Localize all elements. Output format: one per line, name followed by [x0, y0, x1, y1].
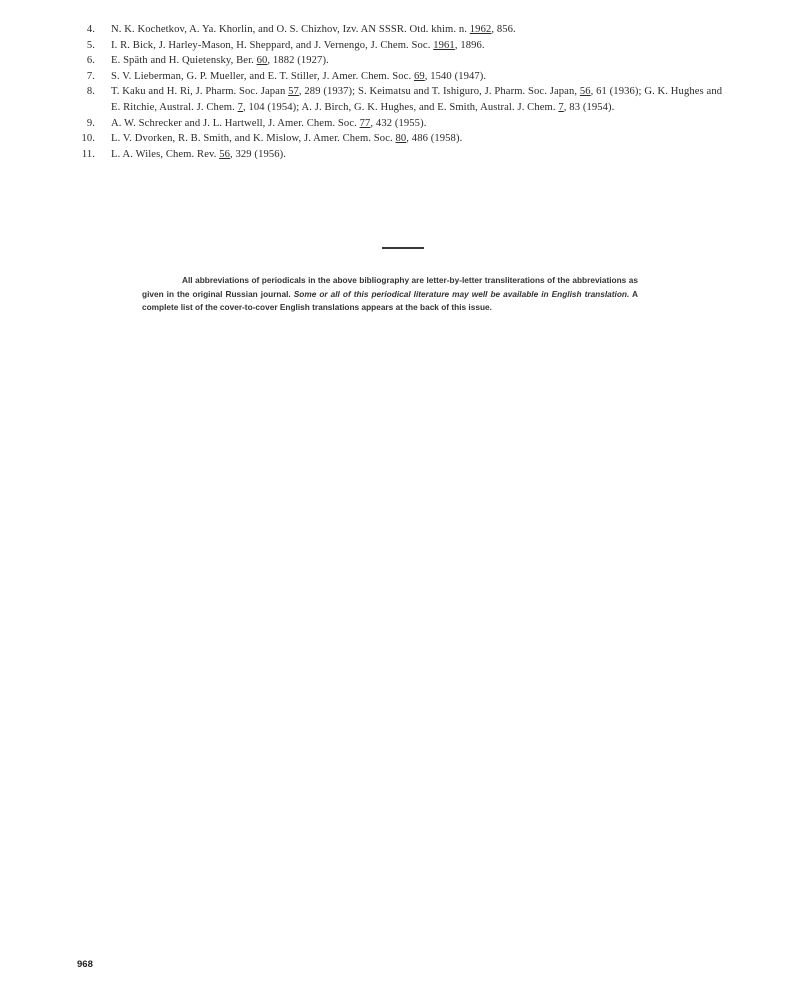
translation-note: [142, 274, 638, 314]
reference-number: 9.: [86, 117, 95, 129]
reference-volume: 77: [359, 117, 371, 129]
reference-item: [70, 131, 730, 147]
reference-text: [111, 84, 730, 115]
note-text-end: A complete list of the cover-to-cover English translations appears at the back of this issue.: [142, 288, 638, 312]
reference-segment: A. W. Schrecker and J. L. Hartwell, J. Amer. Chem. Soc.: [111, 117, 360, 129]
reference-number: 5.: [86, 39, 95, 51]
page-number: 968: [77, 959, 93, 970]
reference-item: [70, 69, 730, 85]
reference-list: [70, 22, 730, 162]
reference-item: [70, 84, 730, 115]
reference-segment: , 61 (1936); G. K. Hughes and E. Ritchie, Austral. J. Chem.: [111, 86, 723, 113]
reference-number: 4.: [86, 24, 95, 35]
reference-segment: L. A. Wiles, Chem. Rev.: [111, 148, 220, 160]
reference-number: 8.: [86, 86, 95, 98]
reference-segment: T. Kaku and H. Ri, J. Pharm. Soc. Japan: [111, 86, 289, 98]
reference-segment: , 1896.: [454, 39, 485, 51]
reference-segment: , 1540 (1947).: [424, 70, 487, 82]
reference-volume: 60: [256, 55, 268, 67]
reference-number: 7.: [86, 70, 95, 82]
reference-text: [111, 22, 730, 38]
reference-volume: 57: [288, 86, 299, 98]
reference-segment: I. R. Bick, J. Harley-Mason, H. Sheppard, and J. Vernengo, J. Chem. Soc.: [111, 39, 434, 51]
note-italic-text: Some or all of this periodical literature may well be available in English translation.: [293, 288, 630, 299]
reference-volume: 7: [237, 101, 243, 113]
note-text-start: All abbreviations of periodicals in the above bibliography are letter-by-letter transliterations of the abbreviations as given in the original Russian journal.: [142, 275, 638, 299]
reference-item: [70, 147, 730, 163]
reference-segment: E. Späth and H. Quietensky, Ber.: [111, 55, 257, 67]
reference-segment: , 83 (1954).: [563, 101, 615, 113]
reference-segment: , 486 (1958).: [406, 133, 463, 145]
reference-number: 10.: [81, 133, 95, 145]
reference-segment: , 432 (1955).: [370, 117, 427, 129]
reference-number: 6.: [86, 55, 95, 67]
section-divider: [382, 247, 424, 249]
reference-text: [111, 116, 730, 132]
reference-volume: 1962: [469, 24, 492, 35]
reference-segment: , 104 (1954); A. J. Birch, G. K. Hughes, and E. Smith, Austral. J. Chem.: [243, 101, 559, 113]
reference-segment: S. V. Lieberman, G. P. Mueller, and E. T. Stiller, J. Amer. Chem. Soc.: [111, 70, 414, 82]
reference-segment: , 1882 (1927).: [267, 55, 329, 67]
reference-text: [111, 53, 730, 69]
reference-text: [111, 38, 730, 54]
reference-volume: 80: [395, 133, 407, 145]
reference-segment: , 329 (1956).: [230, 148, 287, 160]
reference-text: [111, 147, 730, 163]
reference-volume: 56: [579, 86, 591, 98]
reference-volume: 56: [219, 148, 230, 160]
reference-text: [111, 131, 730, 147]
reference-volume: 7: [558, 101, 564, 113]
reference-item: [70, 53, 730, 69]
reference-item: [70, 38, 730, 54]
reference-item: [70, 22, 730, 38]
reference-text: [111, 69, 730, 85]
reference-volume: 69: [413, 70, 425, 82]
reference-number: 11.: [81, 148, 95, 160]
reference-segment: , 289 (1937); S. Keimatsu and T. Ishiguro, J. Pharm. Soc. Japan,: [298, 86, 580, 98]
reference-item: [70, 116, 730, 132]
reference-segment: L. V. Dvorken, R. B. Smith, and K. Mislow, J. Amer. Chem. Soc.: [111, 133, 396, 145]
reference-segment: N. K. Kochetkov, A. Ya. Khorlin, and O. S. Chizhov, Izv. AN SSSR. Otd. khim. n.: [111, 24, 470, 35]
reference-segment: , 856.: [491, 24, 516, 35]
reference-volume: 1961: [433, 39, 455, 51]
